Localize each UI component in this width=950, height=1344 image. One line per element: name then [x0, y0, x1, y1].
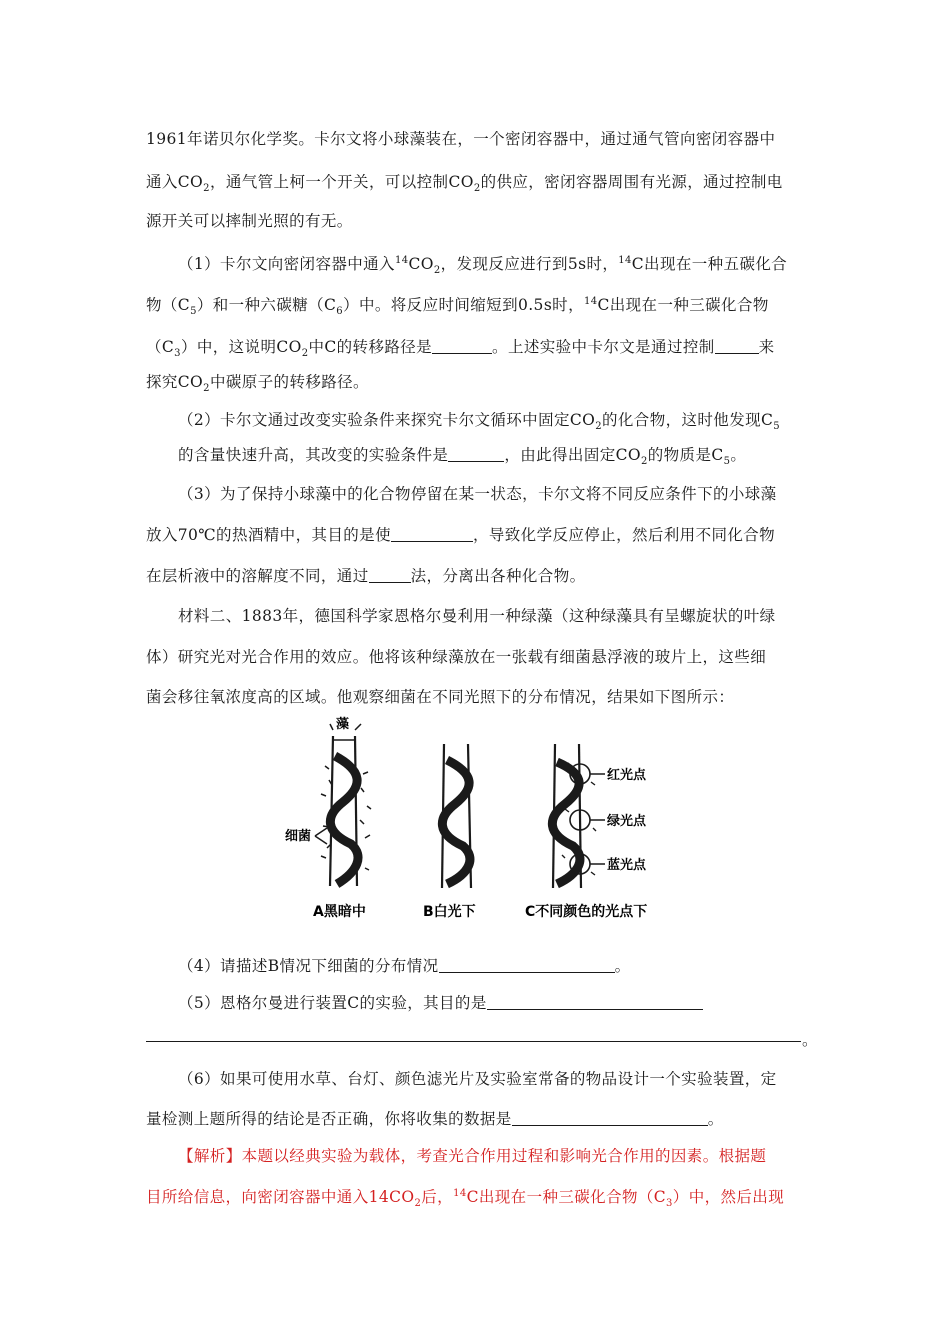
green-spot-label: 绿光点 [607, 814, 647, 829]
q1-line-3: $(C_3)$中，这说明$CO_2$中C的转移路径是 。上述实验中卡尔文是通过控制 来 [146, 338, 775, 360]
answer-blank-purpose[interactable] [391, 527, 473, 542]
answer-blank-method[interactable] [369, 568, 411, 583]
analysis-tag: 【解析】 [178, 1147, 242, 1165]
answer-blank-path[interactable] [432, 339, 492, 354]
q5-tail: 。 [802, 1031, 818, 1049]
q6-line-1: （6）如果可使用水草、台灯、颜色滤光片及实验室常备的物品设计一个实验装置，定 [178, 1070, 777, 1088]
analysis-line-2: 目所给信息，向密闭容器中通入$14CO_2$后，$^{14}$C出现在一种三碳化合物$(C_3)$中，然后出现 [146, 1187, 785, 1210]
bacteria-label: 细菌 [285, 829, 312, 844]
answer-blank-distribution[interactable] [439, 958, 615, 973]
caption-c: C不同颜色的光点下 [525, 904, 648, 920]
engelmann-experiment-figure [285, 716, 670, 928]
material2-line-2: 体）研究光对光合作用的效应。他将该种绿藻放在一张载有细菌悬浮液的玻片上，这些细 [146, 648, 767, 666]
red-spot-label: 红光点 [607, 768, 647, 783]
q3-line-1: （3）为了保持小球藻中的化合物停留在某一状态，卡尔文将不同反应条件下的小球藻 [178, 485, 777, 503]
caption-b: B白光下 [423, 904, 476, 920]
q2-line-2: 的含量快速升高，其改变的实验条件是 ，由此得出固定$CO_2$的物质是$C_5$。 [178, 446, 747, 468]
q2-line-1: （2）卡尔文通过改变实验条件来探究卡尔文循环中固定$CO_2$的化合物，这时他发现$C_5$ [178, 411, 781, 433]
intro-line-2: 通入$CO_2$，通气管上柯一个开关，可以控制$CO_2$的供应，密闭容器周围有光源，通过控制电 [146, 173, 783, 195]
tube-b [442, 744, 471, 888]
q1-line-4: 探究$CO_2$中碳原子的转移路径。 [146, 373, 369, 395]
q6-line-2: 量检测上题所得的结论是否正确，你将收集的数据是 。 [146, 1110, 724, 1128]
answer-blank-condition[interactable] [448, 447, 504, 462]
tube-a [285, 716, 371, 886]
tube-c [552, 744, 647, 888]
q5-line: （5）恩格尔曼进行装置C的实验，其目的是 [178, 993, 838, 1013]
analysis-line-1: 【解析】本题以经典实验为载体，考查光合作用过程和影响光合作用的因素。根据题 [178, 1147, 767, 1165]
q1-line-1: （1）卡尔文向密闭容器中通入$^{14}CO_2$，发现反应进行到5s时，$^{14}$C出现在一种五碳化合 [178, 254, 788, 277]
q1-line-2: 物$(C_5)$和一种六碳糖$(C_6)$中。将反应时间缩短到0.5s时，$^{14}$C出现在一种三碳化合物 [146, 295, 769, 318]
caption-a: A黑暗中 [313, 904, 366, 920]
answer-long-line[interactable] [146, 1041, 801, 1042]
answer-blank-data[interactable] [512, 1111, 708, 1126]
intro-line-1: 1961年诺贝尔化学奖。卡尔文将小球藻装在，一个密闭容器中，通过通气管向密闭容器中 [146, 130, 776, 148]
algae-label: 藻 [336, 717, 350, 732]
material2-line-1: 材料二、1883年，德国科学家恩格尔曼利用一种绿藻（这种绿藻具有呈螺旋状的叶绿 [178, 607, 776, 625]
q3-line-3: 在层析液中的溶解度不同，通过 法，分离出各种化合物。 [146, 567, 586, 585]
answer-blank-purpose-c[interactable] [487, 995, 703, 1010]
answer-blank-control[interactable] [715, 339, 759, 354]
blue-spot-label: 蓝光点 [607, 858, 647, 873]
material2-line-3: 菌会移往氧浓度高的区域。他观察细菌在不同光照下的分布情况，结果如下图所示： [146, 688, 735, 706]
q4-line: （4）请描述B情况下细菌的分布情况 。 [178, 957, 631, 975]
intro-line-3: 源开关可以摔制光照的有无。 [146, 212, 353, 230]
q3-line-2: 放入70℃的热酒精中，其目的是使 ，导致化学反应停止，然后利用不同化合物 [146, 526, 776, 544]
